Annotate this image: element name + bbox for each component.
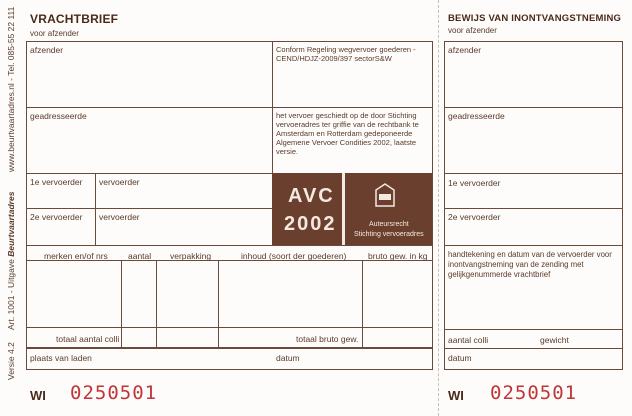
col-bruto: bruto gew. in kg — [368, 251, 428, 261]
bewijs-gewicht-label: gewicht — [540, 335, 569, 345]
col-merken: merken en/of nrs — [44, 251, 108, 261]
bewijs-aantal-colli-label: aantal colli — [448, 335, 489, 345]
wi-left: WI — [30, 388, 46, 403]
geadresseerde-label: geadresseerde — [30, 111, 87, 121]
side-brand-text — [6, 192, 16, 330]
col-aantal: aantal — [128, 251, 152, 261]
vervoer-condities-text: het vervoer geschiedt op de door Stichting vervoeradres ter griffie van de rechtbank te Amsterdam en Rotterdam gedeponeerde Algemene Vervoer Condities 2002, laatste versie. — [276, 111, 419, 156]
datum-label-left: datum — [276, 353, 300, 363]
avc-2002-block — [272, 173, 432, 245]
bewijs-vervoerder1-label: 1e vervoerder — [448, 178, 501, 188]
side-versie: Versie 4.2 — [6, 342, 16, 380]
totaal-bruto-label: totaal bruto gew. — [296, 334, 359, 344]
auteursrecht-line1: Auteursrecht — [369, 221, 409, 228]
conform-text: Conform Regeling wegvervoer goederen - CEND/HDJZ-2009/397 sectorS&W — [276, 45, 416, 63]
avc-line2: 2002 — [284, 213, 337, 235]
vervoerder1-field: vervoerder — [99, 177, 140, 187]
bewijs-geadresseerde-label: geadresseerde — [448, 111, 505, 121]
vervoerder1-label: 1e vervoerder — [30, 177, 83, 187]
bewijs-afzender-label: afzender — [448, 45, 482, 55]
wi-right: WI — [448, 388, 464, 403]
col-verpakking: verpakking — [170, 251, 212, 261]
handtekening-text: handtekening en datum van de vervoerder voor inontvangstneming van de zending met gelijkgenummerde vrachtbrief — [448, 250, 612, 279]
vrachtbrief-title: VRACHTBRIEF — [30, 12, 119, 26]
side-art: Art. 1001 - Uitgave — [6, 259, 16, 330]
totaal-colli-label: totaal aantal colli — [56, 334, 120, 344]
avc-line1: AVC — [288, 185, 335, 207]
plaats-laden-label: plaats van laden — [30, 353, 92, 363]
serial-number-left: 0250501 — [70, 382, 158, 404]
vervoerder2-label: 2e vervoerder — [30, 212, 83, 222]
side-brand: Beurtvaartadres — [6, 191, 16, 257]
beurtvaartadres-logo — [375, 183, 395, 207]
bewijs-datum-label: datum — [448, 353, 472, 363]
vrachtbrief-subtitle: voor afzender — [30, 29, 79, 38]
afzender-label: afzender — [30, 45, 64, 55]
col-inhoud: inhoud (soort der goederen) — [241, 251, 347, 261]
bewijs-title: BEWIJS VAN INONTVANGSTNEMING — [448, 13, 622, 24]
side-web-text: www.beurtvaartadres.nl - Tel. 085-55 22 111 — [6, 6, 16, 172]
bewijs-subtitle: voor afzender — [448, 26, 497, 35]
bewijs-main-box — [444, 41, 623, 370]
auteursrecht-line2: Stichting vervoeradres — [354, 231, 424, 238]
vervoerder2-field: vervoerder — [99, 212, 140, 222]
bewijs-vervoerder2-label: 2e vervoerder — [448, 212, 501, 222]
serial-number-right: 0250501 — [490, 382, 578, 404]
perforation-line — [438, 0, 439, 416]
